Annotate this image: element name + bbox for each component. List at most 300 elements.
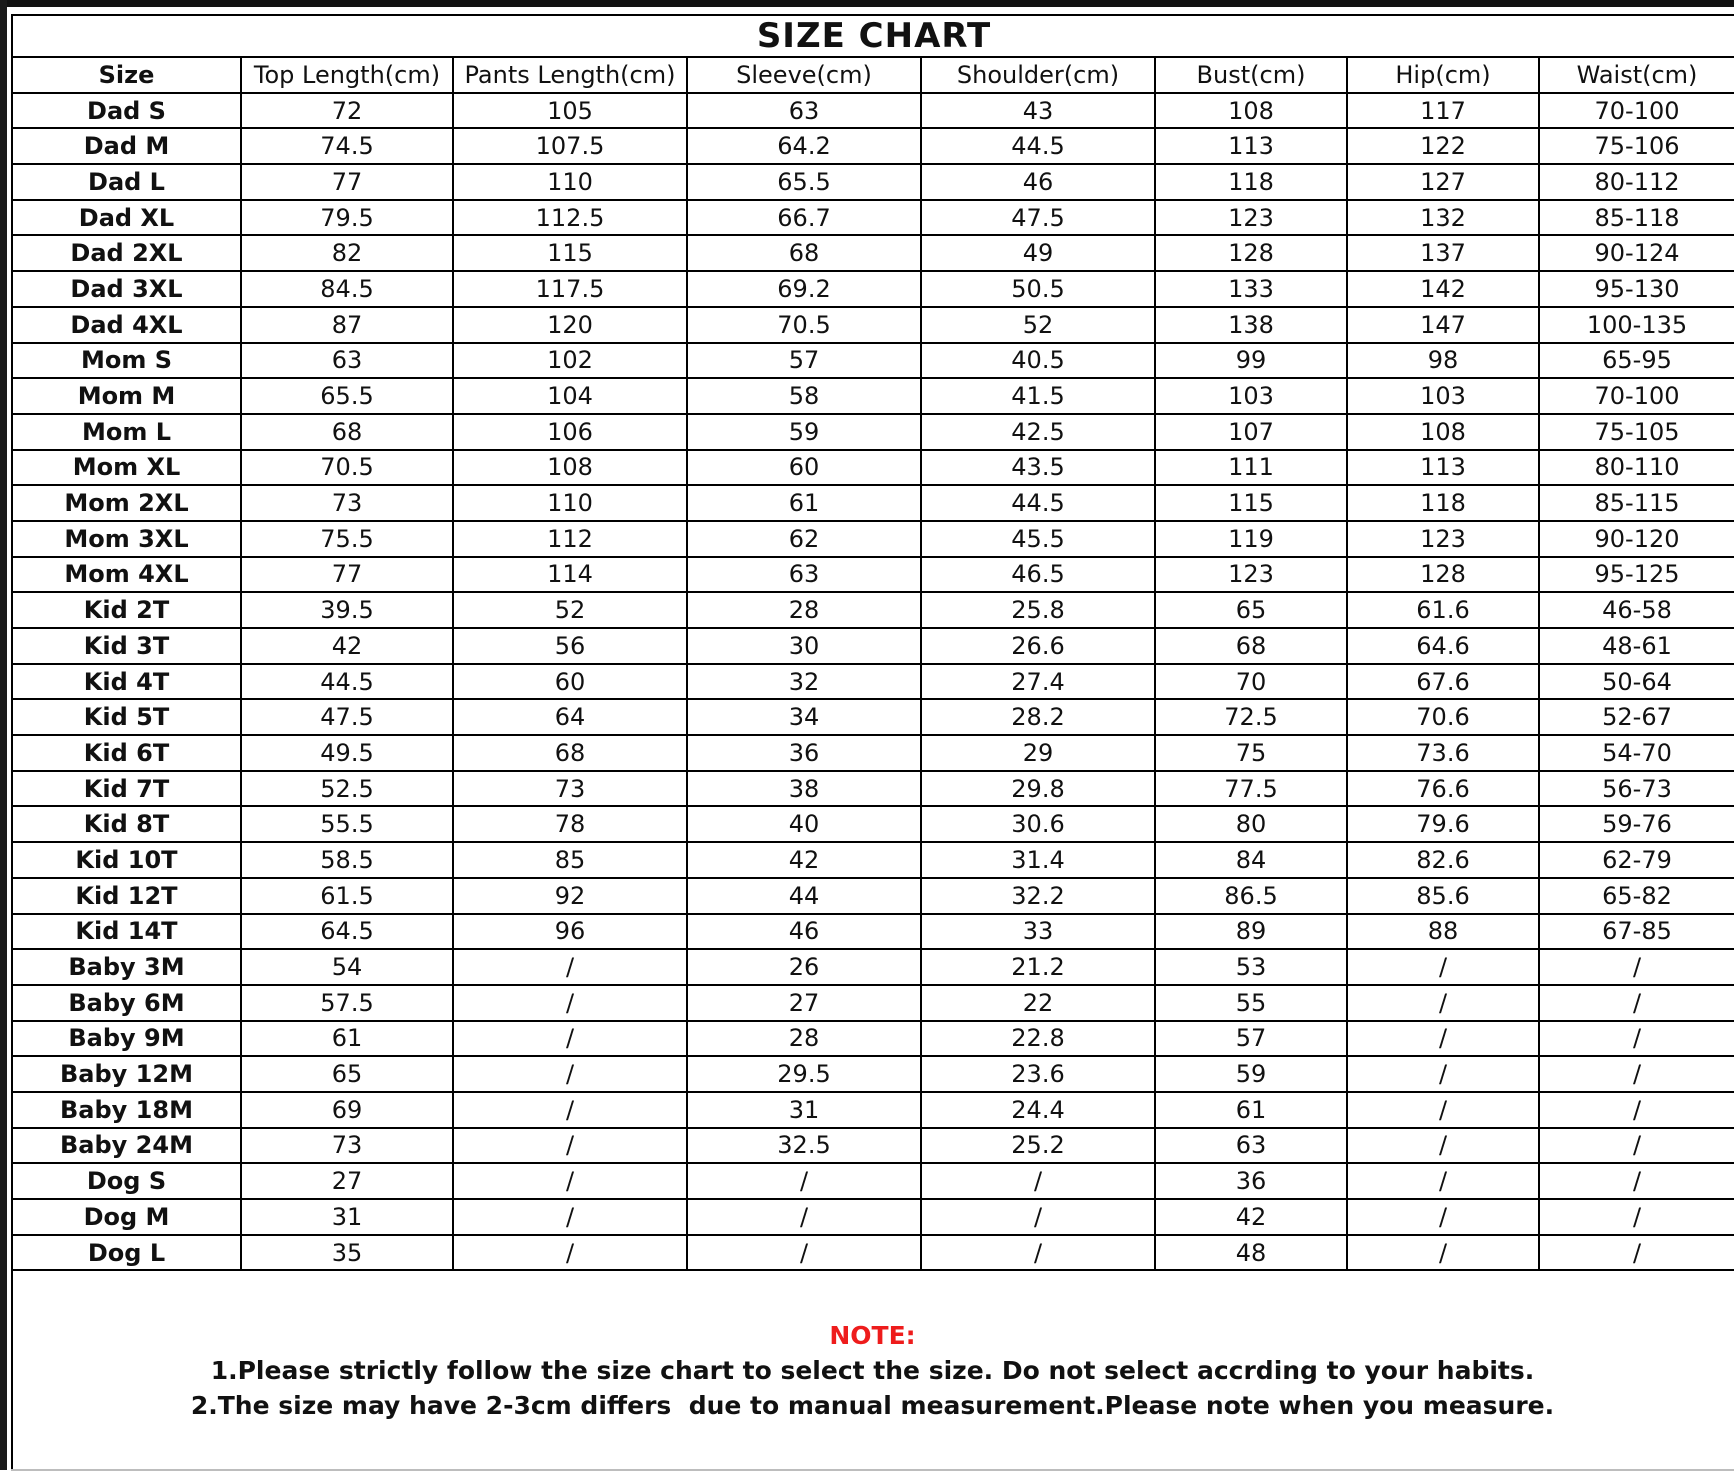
table-row — [12, 485, 1734, 521]
measurement-cell: 21.2 — [921, 949, 1155, 985]
measurement-cell: 85-118 — [1539, 200, 1734, 236]
measurement-cell: 68 — [1155, 628, 1347, 664]
size-label-cell: Kid 5T — [12, 699, 241, 735]
measurement-cell: 123 — [1155, 200, 1347, 236]
measurement-cell: / — [687, 1235, 921, 1271]
measurement-cell: / — [1347, 949, 1539, 985]
measurement-cell: / — [1539, 1092, 1734, 1128]
measurement-cell: 65 — [1155, 592, 1347, 628]
size-label-cell: Kid 4T — [12, 664, 241, 700]
size-label-cell: Baby 18M — [12, 1092, 241, 1128]
measurement-cell: 29 — [921, 735, 1155, 771]
measurement-cell: 60 — [687, 450, 921, 486]
table-row — [12, 307, 1734, 343]
measurement-cell: 44 — [687, 878, 921, 914]
measurement-cell: 119 — [1155, 521, 1347, 557]
table-row — [12, 93, 1734, 129]
measurement-cell: 59 — [687, 414, 921, 450]
measurement-cell: 65.5 — [687, 164, 921, 200]
measurement-cell: 85.6 — [1347, 878, 1539, 914]
size-label-cell: Kid 12T — [12, 878, 241, 914]
measurement-cell: 75.5 — [241, 521, 453, 557]
measurement-cell: 34 — [687, 699, 921, 735]
size-label-cell: Dad S — [12, 93, 241, 129]
size-label-cell: Kid 3T — [12, 628, 241, 664]
measurement-cell: 95-130 — [1539, 271, 1734, 307]
measurement-cell: 73.6 — [1347, 735, 1539, 771]
measurement-cell: 54 — [241, 949, 453, 985]
size-label-cell: Dad 3XL — [12, 271, 241, 307]
measurement-cell: 118 — [1155, 164, 1347, 200]
measurement-cell: 96 — [453, 914, 687, 950]
column-header: Hip(cm) — [1347, 57, 1539, 93]
measurement-cell: 127 — [1347, 164, 1539, 200]
table-row — [12, 628, 1734, 664]
column-header: Top Length(cm) — [241, 57, 453, 93]
size-chart-sheet — [11, 14, 1734, 1470]
measurement-cell: / — [1539, 1021, 1734, 1057]
measurement-cell: 46.5 — [921, 557, 1155, 593]
measurement-cell: 33 — [921, 914, 1155, 950]
measurement-cell: 31 — [241, 1199, 453, 1235]
measurement-cell: 42 — [1155, 1199, 1347, 1235]
table-row — [12, 128, 1734, 164]
measurement-cell: 75-105 — [1539, 414, 1734, 450]
table-row — [12, 200, 1734, 236]
measurement-cell: 25.2 — [921, 1128, 1155, 1164]
measurement-cell: 65-82 — [1539, 878, 1734, 914]
measurement-cell: / — [1347, 1128, 1539, 1164]
measurement-cell: / — [1539, 1128, 1734, 1164]
size-label-cell: Kid 2T — [12, 592, 241, 628]
measurement-cell: 72 — [241, 93, 453, 129]
table-row — [12, 378, 1734, 414]
measurement-cell: 90-124 — [1539, 235, 1734, 271]
measurement-cell: 46 — [921, 164, 1155, 200]
measurement-cell: / — [1539, 1163, 1734, 1199]
note-section — [11, 1271, 1734, 1471]
measurement-cell: 27 — [241, 1163, 453, 1199]
measurement-cell: 111 — [1155, 450, 1347, 486]
measurement-cell: 85-115 — [1539, 485, 1734, 521]
measurement-cell: 147 — [1347, 307, 1539, 343]
measurement-cell: 70-100 — [1539, 378, 1734, 414]
table-row — [12, 164, 1734, 200]
table-row — [12, 878, 1734, 914]
measurement-cell: 68 — [687, 235, 921, 271]
measurement-cell: 43.5 — [921, 450, 1155, 486]
measurement-cell: 108 — [1155, 93, 1347, 129]
table-body — [12, 93, 1734, 1271]
measurement-cell: / — [453, 985, 687, 1021]
measurement-cell: 36 — [1155, 1163, 1347, 1199]
measurement-cell: 57 — [687, 343, 921, 379]
measurement-cell: 41.5 — [921, 378, 1155, 414]
measurement-cell: 98 — [1347, 343, 1539, 379]
measurement-cell: 38 — [687, 771, 921, 807]
measurement-cell: / — [453, 1235, 687, 1271]
size-label-cell: Mom M — [12, 378, 241, 414]
measurement-cell: 112 — [453, 521, 687, 557]
table-row — [12, 271, 1734, 307]
size-label-cell: Mom L — [12, 414, 241, 450]
measurement-cell: 30 — [687, 628, 921, 664]
measurement-cell: 100-135 — [1539, 307, 1734, 343]
measurement-cell: 117.5 — [453, 271, 687, 307]
measurement-cell: 113 — [1347, 450, 1539, 486]
measurement-cell: 105 — [453, 93, 687, 129]
measurement-cell: 77.5 — [1155, 771, 1347, 807]
measurement-cell: 118 — [1347, 485, 1539, 521]
measurement-cell: 26.6 — [921, 628, 1155, 664]
column-header: Shoulder(cm) — [921, 57, 1155, 93]
size-label-cell: Baby 12M — [12, 1056, 241, 1092]
measurement-cell: 80-110 — [1539, 450, 1734, 486]
measurement-cell: 50-64 — [1539, 664, 1734, 700]
measurement-cell: / — [921, 1235, 1155, 1271]
measurement-cell: 32.5 — [687, 1128, 921, 1164]
measurement-cell: 54-70 — [1539, 735, 1734, 771]
measurement-cell: / — [1347, 1199, 1539, 1235]
table-row — [12, 414, 1734, 450]
size-label-cell: Dad 4XL — [12, 307, 241, 343]
measurement-cell: 82.6 — [1347, 842, 1539, 878]
measurement-cell: 60 — [453, 664, 687, 700]
size-label-cell: Dog S — [12, 1163, 241, 1199]
measurement-cell: 104 — [453, 378, 687, 414]
measurement-cell: 46-58 — [1539, 592, 1734, 628]
measurement-cell: 48-61 — [1539, 628, 1734, 664]
measurement-cell: 103 — [1347, 378, 1539, 414]
size-label-cell: Baby 3M — [12, 949, 241, 985]
measurement-cell: / — [453, 949, 687, 985]
measurement-cell: 22.8 — [921, 1021, 1155, 1057]
measurement-cell: 61.6 — [1347, 592, 1539, 628]
measurement-cell: 70.5 — [687, 307, 921, 343]
measurement-cell: 44.5 — [921, 485, 1155, 521]
measurement-cell: 82 — [241, 235, 453, 271]
measurement-cell: 95-125 — [1539, 557, 1734, 593]
measurement-cell: 67.6 — [1347, 664, 1539, 700]
measurement-cell: 56 — [453, 628, 687, 664]
size-label-cell: Mom XL — [12, 450, 241, 486]
measurement-cell: 49 — [921, 235, 1155, 271]
table-row — [12, 806, 1734, 842]
measurement-cell: 44.5 — [241, 664, 453, 700]
measurement-cell: 30.6 — [921, 806, 1155, 842]
measurement-cell: 84 — [1155, 842, 1347, 878]
measurement-cell: 26 — [687, 949, 921, 985]
measurement-cell: 45.5 — [921, 521, 1155, 557]
column-header: Pants Length(cm) — [453, 57, 687, 93]
measurement-cell: 122 — [1347, 128, 1539, 164]
measurement-cell: 85 — [453, 842, 687, 878]
size-label-cell: Dog M — [12, 1199, 241, 1235]
measurement-cell: 50.5 — [921, 271, 1155, 307]
measurement-cell: 92 — [453, 878, 687, 914]
measurement-cell: 36 — [687, 735, 921, 771]
measurement-cell: 79.5 — [241, 200, 453, 236]
size-label-cell: Kid 8T — [12, 806, 241, 842]
measurement-cell: / — [453, 1056, 687, 1092]
measurement-cell: 138 — [1155, 307, 1347, 343]
measurement-cell: 123 — [1347, 521, 1539, 557]
measurement-cell: 108 — [1347, 414, 1539, 450]
measurement-cell: 123 — [1155, 557, 1347, 593]
column-header: Waist(cm) — [1539, 57, 1734, 93]
measurement-cell: 73 — [241, 485, 453, 521]
measurement-cell: / — [1539, 1199, 1734, 1235]
measurement-cell: 32 — [687, 664, 921, 700]
table-row — [12, 1235, 1734, 1271]
measurement-cell: 29.8 — [921, 771, 1155, 807]
measurement-cell: 66.7 — [687, 200, 921, 236]
top-border-bar — [0, 0, 1734, 7]
measurement-cell: / — [453, 1163, 687, 1199]
size-label-cell: Kid 6T — [12, 735, 241, 771]
measurement-cell: 31 — [687, 1092, 921, 1128]
table-row — [12, 842, 1734, 878]
measurement-cell: / — [1539, 949, 1734, 985]
size-label-cell: Mom 2XL — [12, 485, 241, 521]
size-label-cell: Kid 10T — [12, 842, 241, 878]
measurement-cell: 88 — [1347, 914, 1539, 950]
measurement-cell: 63 — [687, 557, 921, 593]
measurement-cell: 64.5 — [241, 914, 453, 950]
measurement-cell: 42 — [241, 628, 453, 664]
size-label-cell: Mom S — [12, 343, 241, 379]
table-row — [12, 1199, 1734, 1235]
table-row — [12, 1128, 1734, 1164]
measurement-cell: 46 — [687, 914, 921, 950]
measurement-cell: 42.5 — [921, 414, 1155, 450]
measurement-cell: 31.4 — [921, 842, 1155, 878]
measurement-cell: / — [1539, 1056, 1734, 1092]
size-label-cell: Dad 2XL — [12, 235, 241, 271]
measurement-cell: 107.5 — [453, 128, 687, 164]
measurement-cell: 128 — [1347, 557, 1539, 593]
measurement-cell: 40.5 — [921, 343, 1155, 379]
measurement-cell: 70-100 — [1539, 93, 1734, 129]
table-row — [12, 343, 1734, 379]
measurement-cell: 133 — [1155, 271, 1347, 307]
measurement-cell: 73 — [453, 771, 687, 807]
measurement-cell: 63 — [241, 343, 453, 379]
measurement-cell: 39.5 — [241, 592, 453, 628]
measurement-cell: 28 — [687, 592, 921, 628]
measurement-cell: / — [453, 1128, 687, 1164]
measurement-cell: / — [1347, 1235, 1539, 1271]
measurement-cell: 77 — [241, 164, 453, 200]
measurement-cell: 80-112 — [1539, 164, 1734, 200]
measurement-cell: 84.5 — [241, 271, 453, 307]
measurement-cell: 65.5 — [241, 378, 453, 414]
measurement-cell: 24.4 — [921, 1092, 1155, 1128]
measurement-cell: 64 — [453, 699, 687, 735]
measurement-cell: 106 — [453, 414, 687, 450]
measurement-cell: 89 — [1155, 914, 1347, 950]
measurement-cell: / — [921, 1163, 1155, 1199]
table-row — [12, 985, 1734, 1021]
measurement-cell: 128 — [1155, 235, 1347, 271]
measurement-cell: 117 — [1347, 93, 1539, 129]
size-label-cell: Mom 4XL — [12, 557, 241, 593]
column-header: Bust(cm) — [1155, 57, 1347, 93]
measurement-cell: / — [1539, 1235, 1734, 1271]
note-line-1: 1.Please strictly follow the size chart to select the size. Do not select accrding to your habits. — [210, 1356, 1535, 1386]
measurement-cell: 64.6 — [1347, 628, 1539, 664]
measurement-cell: / — [1347, 1021, 1539, 1057]
measurement-cell: 102 — [453, 343, 687, 379]
measurement-cell: 110 — [453, 164, 687, 200]
title-row — [12, 15, 1734, 57]
measurement-cell: 52 — [453, 592, 687, 628]
measurement-cell: 27.4 — [921, 664, 1155, 700]
measurement-cell: 86.5 — [1155, 878, 1347, 914]
measurement-cell: 110 — [453, 485, 687, 521]
size-label-cell: Baby 24M — [12, 1128, 241, 1164]
measurement-cell: 76.6 — [1347, 771, 1539, 807]
measurement-cell: 112.5 — [453, 200, 687, 236]
measurement-cell: 120 — [453, 307, 687, 343]
measurement-cell: 44.5 — [921, 128, 1155, 164]
measurement-cell: 80 — [1155, 806, 1347, 842]
chart-title: SIZE CHART — [12, 15, 1734, 57]
measurement-cell: 28 — [687, 1021, 921, 1057]
measurement-cell: / — [1347, 1163, 1539, 1199]
size-label-cell: Kid 14T — [12, 914, 241, 950]
table-row — [12, 521, 1734, 557]
measurement-cell: 77 — [241, 557, 453, 593]
left-border-bar — [0, 0, 7, 1470]
measurement-cell: / — [921, 1199, 1155, 1235]
table-row — [12, 949, 1734, 985]
table-row — [12, 235, 1734, 271]
measurement-cell: 58 — [687, 378, 921, 414]
measurement-cell: 137 — [1347, 235, 1539, 271]
measurement-cell: 47.5 — [241, 699, 453, 735]
measurement-cell: 75 — [1155, 735, 1347, 771]
measurement-cell: 87 — [241, 307, 453, 343]
measurement-cell: 142 — [1347, 271, 1539, 307]
measurement-cell: / — [1347, 1092, 1539, 1128]
size-label-cell: Dog L — [12, 1235, 241, 1271]
measurement-cell: 78 — [453, 806, 687, 842]
measurement-cell: 73 — [241, 1128, 453, 1164]
measurement-cell: / — [1347, 985, 1539, 1021]
measurement-cell: 35 — [241, 1235, 453, 1271]
measurement-cell: 52-67 — [1539, 699, 1734, 735]
measurement-cell: / — [453, 1021, 687, 1057]
measurement-cell: 29.5 — [687, 1056, 921, 1092]
measurement-cell: 63 — [1155, 1128, 1347, 1164]
measurement-cell: 115 — [1155, 485, 1347, 521]
measurement-cell: 79.6 — [1347, 806, 1539, 842]
measurement-cell: 62-79 — [1539, 842, 1734, 878]
measurement-cell: 70 — [1155, 664, 1347, 700]
measurement-cell: 61.5 — [241, 878, 453, 914]
measurement-cell: 52 — [921, 307, 1155, 343]
measurement-cell: / — [687, 1199, 921, 1235]
size-label-cell: Mom 3XL — [12, 521, 241, 557]
measurement-cell: 72.5 — [1155, 699, 1347, 735]
measurement-cell: 47.5 — [921, 200, 1155, 236]
measurement-cell: 59 — [1155, 1056, 1347, 1092]
table-row — [12, 914, 1734, 950]
measurement-cell: 55 — [1155, 985, 1347, 1021]
measurement-cell: 40 — [687, 806, 921, 842]
note-line-2: 2.The size may have 2-3cm differs due to manual measurement.Please note when you measure. — [190, 1391, 1555, 1421]
measurement-cell: 70.6 — [1347, 699, 1539, 735]
table-row — [12, 735, 1734, 771]
measurement-cell: 22 — [921, 985, 1155, 1021]
measurement-cell: / — [1347, 1056, 1539, 1092]
measurement-cell: 68 — [453, 735, 687, 771]
measurement-cell: / — [1539, 985, 1734, 1021]
measurement-cell: / — [687, 1163, 921, 1199]
measurement-cell: 62 — [687, 521, 921, 557]
measurement-cell: 90-120 — [1539, 521, 1734, 557]
column-header: Size — [12, 57, 241, 93]
measurement-cell: 63 — [687, 93, 921, 129]
measurement-cell: 69.2 — [687, 271, 921, 307]
table-row — [12, 1092, 1734, 1128]
measurement-cell: 70.5 — [241, 450, 453, 486]
measurement-cell: 52.5 — [241, 771, 453, 807]
measurement-cell: 27 — [687, 985, 921, 1021]
measurement-cell: 25.8 — [921, 592, 1155, 628]
measurement-cell: 113 — [1155, 128, 1347, 164]
measurement-cell: / — [453, 1199, 687, 1235]
table-row — [12, 1056, 1734, 1092]
measurement-cell: 28.2 — [921, 699, 1155, 735]
table-row — [12, 664, 1734, 700]
table-row — [12, 1021, 1734, 1057]
measurement-cell: 58.5 — [241, 842, 453, 878]
measurement-cell: 64.2 — [687, 128, 921, 164]
table-row — [12, 1163, 1734, 1199]
measurement-cell: 132 — [1347, 200, 1539, 236]
table-row — [12, 592, 1734, 628]
measurement-cell: 61 — [1155, 1092, 1347, 1128]
measurement-cell: 32.2 — [921, 878, 1155, 914]
measurement-cell: 61 — [241, 1021, 453, 1057]
size-label-cell: Baby 9M — [12, 1021, 241, 1057]
measurement-cell: 74.5 — [241, 128, 453, 164]
measurement-cell: 75-106 — [1539, 128, 1734, 164]
note-title: NOTE: — [829, 1321, 916, 1351]
measurement-cell: 57.5 — [241, 985, 453, 1021]
measurement-cell: 114 — [453, 557, 687, 593]
measurement-cell: 42 — [687, 842, 921, 878]
size-label-cell: Dad XL — [12, 200, 241, 236]
size-label-cell: Dad M — [12, 128, 241, 164]
measurement-cell: 23.6 — [921, 1056, 1155, 1092]
measurement-cell: 103 — [1155, 378, 1347, 414]
table-row — [12, 450, 1734, 486]
measurement-cell: 53 — [1155, 949, 1347, 985]
measurement-cell: 68 — [241, 414, 453, 450]
size-label-cell: Baby 6M — [12, 985, 241, 1021]
measurement-cell: 61 — [687, 485, 921, 521]
measurement-cell: 43 — [921, 93, 1155, 129]
measurement-cell: 69 — [241, 1092, 453, 1128]
header-row — [12, 57, 1734, 93]
measurement-cell: 48 — [1155, 1235, 1347, 1271]
table-row — [12, 557, 1734, 593]
measurement-cell: 59-76 — [1539, 806, 1734, 842]
measurement-cell: / — [453, 1092, 687, 1128]
